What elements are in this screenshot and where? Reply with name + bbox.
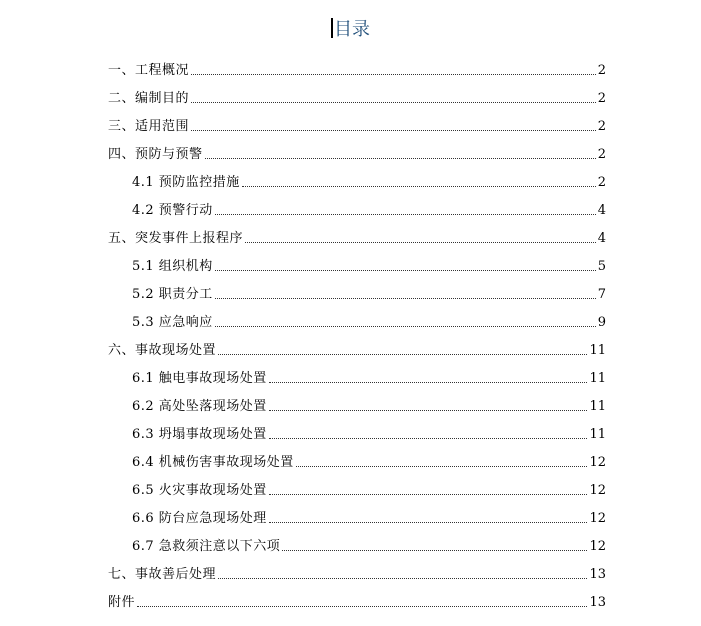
toc-entry-label[interactable]: 四、预防与预警 <box>108 147 203 162</box>
toc-entry[interactable] <box>108 79 606 107</box>
toc-dot-leader <box>191 101 596 103</box>
toc-entry-label[interactable]: 6.6 防台应急现场处理 <box>132 511 267 526</box>
toc-entry-label[interactable]: 五、突发事件上报程序 <box>108 231 244 246</box>
toc-entry[interactable] <box>108 555 606 583</box>
toc-dot-leader <box>242 185 596 187</box>
toc-entry-label[interactable]: 七、事故善后处理 <box>108 567 217 582</box>
toc-title <box>0 16 701 44</box>
toc-entry[interactable] <box>108 359 606 387</box>
toc-dot-leader <box>269 381 588 383</box>
toc-entry-page-number[interactable]: 9 <box>597 315 606 330</box>
toc-entry-label[interactable]: 6.4 机械伤害事故现场处置 <box>132 455 294 470</box>
toc-dot-leader <box>218 577 587 579</box>
toc-entry-page-number[interactable]: 12 <box>589 511 606 526</box>
toc-dot-leader <box>205 157 596 159</box>
toc-entry[interactable] <box>108 415 606 443</box>
toc-entry-label[interactable]: 六、事故现场处置 <box>108 343 217 358</box>
toc-entry-page-number[interactable]: 2 <box>597 147 606 162</box>
toc-entry[interactable] <box>108 247 606 275</box>
toc-entry[interactable] <box>108 51 606 79</box>
toc-entry[interactable] <box>108 135 606 163</box>
toc-entry[interactable] <box>108 527 606 555</box>
toc-entry-page-number[interactable]: 5 <box>597 259 606 274</box>
toc-entry-label[interactable]: 6.5 火灾事故现场处置 <box>132 483 267 498</box>
toc-entry-label[interactable]: 6.1 触电事故现场处置 <box>132 371 267 386</box>
toc-entry-page-number[interactable]: 12 <box>589 483 606 498</box>
toc-entry[interactable] <box>108 331 606 359</box>
toc-dot-leader <box>191 73 596 75</box>
toc-entry-label[interactable]: 6.7 急救须注意以下六项 <box>132 539 281 554</box>
toc-entry-page-number[interactable]: 12 <box>589 455 606 470</box>
toc-entry-label[interactable]: 附件 <box>108 595 136 610</box>
toc-entry-page-number[interactable]: 2 <box>597 119 606 134</box>
text-cursor <box>331 18 333 38</box>
toc-dot-leader <box>191 129 596 131</box>
toc-dot-leader <box>137 605 587 607</box>
toc-dot-leader <box>269 437 588 439</box>
toc-entry-page-number[interactable]: 11 <box>589 427 606 442</box>
toc-entry-page-number[interactable]: 13 <box>589 595 606 610</box>
toc-entry-page-number[interactable]: 13 <box>589 567 606 582</box>
toc-dot-leader <box>215 269 596 271</box>
toc-entry-label[interactable]: 4.1 预防监控措施 <box>132 175 240 190</box>
toc-entry-label[interactable]: 5.1 组织机构 <box>132 259 213 274</box>
toc-dot-leader <box>218 353 587 355</box>
toc-entry-label[interactable]: 5.3 应急响应 <box>132 315 213 330</box>
toc-entry[interactable] <box>108 471 606 499</box>
toc-entry[interactable] <box>108 583 606 611</box>
toc-dot-leader <box>215 213 596 215</box>
toc-dot-leader <box>269 521 588 523</box>
toc-entry-page-number[interactable]: 11 <box>589 343 606 358</box>
toc-entry[interactable] <box>108 443 606 471</box>
toc-entry[interactable] <box>108 107 606 135</box>
toc-dot-leader <box>282 549 587 551</box>
toc-entry-label[interactable]: 6.2 高处坠落现场处置 <box>132 399 267 414</box>
toc-entry-page-number[interactable]: 11 <box>589 399 606 414</box>
toc-dot-leader <box>245 241 596 243</box>
toc-dot-leader <box>215 325 596 327</box>
toc-entry-page-number[interactable]: 12 <box>589 539 606 554</box>
toc-entry-label[interactable]: 4.2 预警行动 <box>132 203 213 218</box>
toc-dot-leader <box>296 465 588 467</box>
toc-entry-page-number[interactable]: 2 <box>597 63 606 78</box>
toc-entry[interactable] <box>108 499 606 527</box>
toc-entry[interactable] <box>108 387 606 415</box>
toc-entry-page-number[interactable]: 7 <box>597 287 606 302</box>
toc-entry-page-number[interactable]: 4 <box>597 203 606 218</box>
toc-entry[interactable] <box>108 219 606 247</box>
toc-entry[interactable] <box>108 163 606 191</box>
toc-entry-label[interactable]: 一、工程概况 <box>108 63 190 78</box>
toc-title-text: 目录 <box>334 19 370 40</box>
table-of-contents <box>108 51 606 611</box>
toc-entry-label[interactable]: 6.3 坍塌事故现场处置 <box>132 427 267 442</box>
toc-entry[interactable] <box>108 275 606 303</box>
toc-entry-page-number[interactable]: 4 <box>597 231 606 246</box>
toc-entry-page-number[interactable]: 11 <box>589 371 606 386</box>
toc-dot-leader <box>269 409 588 411</box>
toc-entry-page-number[interactable]: 2 <box>597 91 606 106</box>
toc-entry-label[interactable]: 5.2 职责分工 <box>132 287 213 302</box>
toc-dot-leader <box>215 297 596 299</box>
toc-entry[interactable] <box>108 191 606 219</box>
toc-entry-label[interactable]: 三、适用范围 <box>108 119 190 134</box>
toc-dot-leader <box>269 493 588 495</box>
toc-entry[interactable] <box>108 303 606 331</box>
toc-entry-page-number[interactable]: 2 <box>597 175 606 190</box>
toc-entry-label[interactable]: 二、编制目的 <box>108 91 190 106</box>
